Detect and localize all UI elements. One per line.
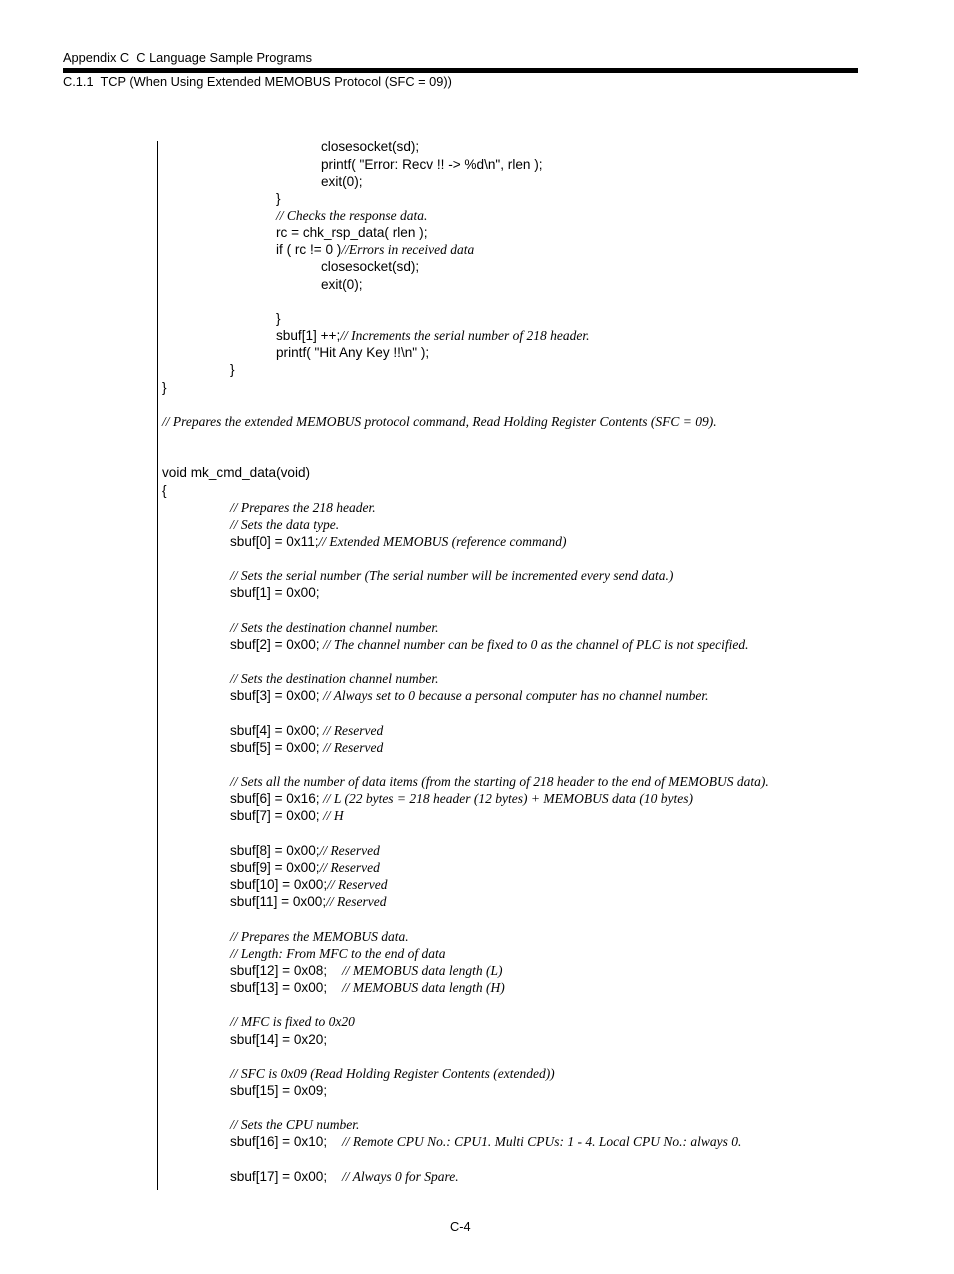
code-line [162,1168,942,1185]
code-line [162,379,942,396]
code-line [162,190,942,207]
code-comment: // Always 0 for Spare. [342,1168,459,1184]
code-line [162,636,942,653]
code-text: exit(0); [321,276,363,292]
code-text: void mk_cmd_data(void) [162,465,311,481]
blank-line [162,550,942,567]
code-comment: // SFC is 0x09 (Read Holding Register Contents (extended)) [230,1065,555,1081]
code-comment: // Checks the response data. [276,208,428,224]
code-line [162,962,942,979]
code-line [162,361,942,378]
code-text: sbuf[5] = 0x00; [230,739,320,755]
code-line [162,533,942,550]
listing-margin-rule [157,141,158,1190]
code-line [162,859,942,876]
blank-line [162,910,942,927]
code-comment: // Reserved [319,859,380,875]
code-line [162,807,942,824]
code-line [162,773,942,790]
code-text: } [276,310,281,326]
code-text: printf( "Error: Recv !! -> %d\n", rlen ); [321,156,543,172]
code-comment: // Extended MEMOBUS (reference command) [318,533,567,549]
code-line [162,464,942,481]
code-text: if ( rc != 0 ) [276,242,342,258]
code-line [162,722,942,739]
code-line [162,619,942,636]
code-text: } [162,379,167,395]
code-text: sbuf[8] = 0x00; [230,842,320,858]
code-line [162,173,942,190]
blank-line [162,825,942,842]
code-text: sbuf[16] = 0x10; [230,1134,328,1150]
code-comment: // Always set to 0 because a personal computer has no channel number. [319,688,709,704]
code-line [162,670,942,687]
code-comment: // Sets the destination channel number. [230,671,439,687]
code-line [162,842,942,859]
code-text: exit(0); [321,173,363,189]
code-text: sbuf[1] = 0x00; [230,585,320,601]
code-line [162,928,942,945]
blank-line [162,396,942,413]
code-line [162,499,942,516]
code-text: sbuf[6] = 0x16; [230,791,320,807]
blank-line [162,430,942,447]
code-line [162,241,942,258]
code-text: sbuf[10] = 0x00; [230,877,328,893]
code-comment: //Errors in received data [341,242,475,258]
code-text: sbuf[12] = 0x08; [230,962,328,978]
blank-line [162,1151,942,1168]
code-comment: // MFC is fixed to 0x20 [230,1014,355,1030]
code-line [162,1031,942,1048]
code-line [162,156,942,173]
code-text: printf( "Hit Any Key !!\n" ); [276,345,430,361]
code-comment: // Reserved [319,722,384,738]
code-text: rc = chk_rsp_data( rlen ); [276,225,428,241]
page-number: C-4 [450,1219,471,1234]
code-listing [162,138,942,1185]
code-text: sbuf[2] = 0x00; [230,636,320,652]
code-comment: // Sets the destination channel number. [230,619,439,635]
code-comment: // Sets all the number of data items (from the starting of 218 header to the end of MEMOBUS data). [230,774,769,790]
code-line [162,327,942,344]
code-comment: // Reserved [319,739,384,755]
code-comment: // Sets the CPU number. [230,1117,360,1133]
blank-line [162,602,942,619]
code-text: sbuf[1] ++; [276,328,341,344]
code-text: sbuf[14] = 0x20; [230,1031,328,1047]
code-line [162,413,942,430]
code-comment: // Remote CPU No.: CPU1. Multi CPUs: 1 - 4. Local CPU No.: always 0. [342,1134,742,1150]
code-line [162,1116,942,1133]
code-line [162,224,942,241]
code-text: sbuf[0] = 0x11; [230,533,319,549]
code-line [162,687,942,704]
code-text: sbuf[15] = 0x09; [230,1082,328,1098]
code-text: closesocket(sd); [321,139,420,155]
blank-line [162,653,942,670]
code-text: sbuf[3] = 0x00; [230,688,320,704]
code-comment: // Prepares the extended MEMOBUS protocol command, Read Holding Register Contents (SFC = 09). [162,413,717,429]
code-comment: // L (22 bytes = 218 header (12 bytes) + MEMOBUS data (10 bytes) [319,791,693,807]
header-rule [63,68,858,73]
code-text: sbuf[13] = 0x00; [230,980,328,996]
page-header-section: C.1.1 TCP (When Using Extended MEMOBUS Protocol (SFC = 09)) [63,74,452,89]
code-line [162,790,942,807]
code-line [162,344,942,361]
code-text: closesocket(sd); [321,259,420,275]
code-text: sbuf[9] = 0x00; [230,859,320,875]
code-text: sbuf[4] = 0x00; [230,722,320,738]
code-line [162,1082,942,1099]
page-header-chapter: Appendix C C Language Sample Programs [63,50,312,65]
code-text: sbuf[11] = 0x00; [230,894,327,910]
blank-line [162,293,942,310]
code-line [162,276,942,293]
code-comment: // Increments the serial number of 218 header. [340,328,590,344]
blank-line [162,996,942,1013]
code-text: } [230,362,235,378]
code-line [162,584,942,601]
code-line [162,138,942,155]
code-line [162,310,942,327]
code-line [162,1065,942,1082]
code-line [162,893,942,910]
code-line [162,482,942,499]
code-line [162,739,942,756]
code-line [162,1133,942,1150]
code-comment: // MEMOBUS data length (L) [342,962,503,978]
code-line [162,1013,942,1030]
code-text: { [162,482,167,498]
code-comment: // Length: From MFC to the end of data [230,945,446,961]
blank-line [162,705,942,722]
code-line [162,876,942,893]
code-text: sbuf[7] = 0x00; [230,808,320,824]
code-comment: // Sets the serial number (The serial number will be incremented every send data.) [230,568,674,584]
code-line [162,516,942,533]
code-comment: // Prepares the 218 header. [230,499,376,515]
code-line [162,979,942,996]
blank-line [162,1099,942,1116]
code-text: } [276,190,281,206]
blank-line [162,756,942,773]
code-line [162,258,942,275]
code-text: sbuf[17] = 0x00; [230,1168,328,1184]
code-comment: // H [319,808,344,824]
blank-line [162,1048,942,1065]
code-comment: // Reserved [326,894,387,910]
blank-line [162,447,942,464]
code-comment: // Reserved [319,842,380,858]
code-line [162,207,942,224]
code-line [162,567,942,584]
code-comment: // Sets the data type. [230,516,340,532]
code-comment: // The channel number can be fixed to 0 as the channel of PLC is not specified. [319,636,749,652]
code-comment: // Reserved [327,877,388,893]
code-line [162,945,942,962]
code-comment: // MEMOBUS data length (H) [342,980,505,996]
code-comment: // Prepares the MEMOBUS data. [230,928,409,944]
